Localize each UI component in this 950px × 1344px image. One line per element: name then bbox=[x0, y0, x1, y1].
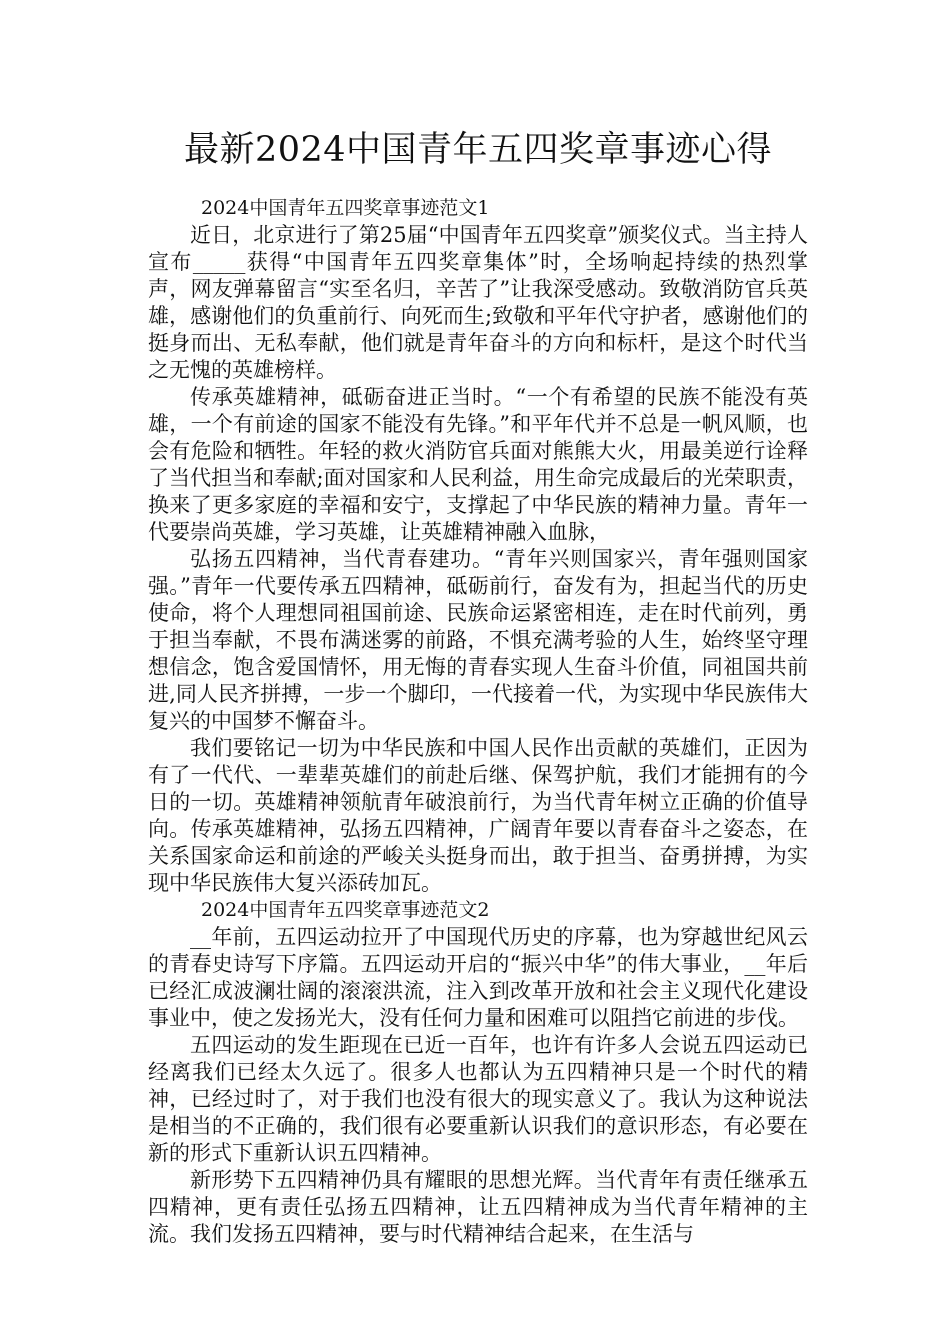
paragraph: 我们要铭记一切为中华民族和中国人民作出贡献的英雄们，正因为有了一代代、一辈辈英雄们的前赴后继、保驾护航，我们才能拥有的今日的一切。英雄精神领航青年破浪前行，为当代青年树立正确的价值导向。传承英雄精神，弘扬五四精神，广阔青年要以青春奋斗之姿态，在关系国家命运和前途的严峻关头挺身而出，敢于担当、奋勇拼搏，为实现中华民族伟大复兴添砖加瓦。 bbox=[148, 736, 808, 895]
paragraph: 传承英雄精神，砥砺奋进正当时。“一个有希望的民族不能没有英雄，一个有前途的国家不能没有先锋。”和平年代并不总是一帆风顺，也会有危险和牺牲。年轻的救火消防官兵面对熊熊大火，用最美逆行诠释了当代担当和奉献;面对国家和人民利益，用生命完成最后的光荣职责，换来了更多家庭的幸福和安宁，支撑起了中华民族的精神力量。青年一代要崇尚英雄，学习英雄，让英雄精神融入血脉， bbox=[148, 385, 808, 544]
section-heading-2: 2024中国青年五四奖章事迹范文2 bbox=[201, 899, 490, 921]
document-title: 最新2024中国青年五四奖章事迹心得 bbox=[183, 130, 773, 170]
paragraph: 近日，北京进行了第25届“中国青年五四奖章”颁奖仪式。当主持人宣布_____获得“中国青年五四奖章集体”时，全场响起持续的热烈掌声，网友弹幕留言“实至名归，辛苦了”让我深受感动。致敬消防官兵英雄，感谢他们的负重前行、向死而生;致敬和平年代守护者，感谢他们的挺身而出、无私奉献，他们就是青年奋斗的方向和标杆，是这个时代当之无愧的英雄榜样。 bbox=[148, 223, 808, 382]
paragraph: 弘扬五四精神，当代青春建功。“青年兴则国家兴，青年强则国家强。”青年一代要传承五四精神，砥砺前行，奋发有为，担起当代的历史使命，将个人理想同祖国前途、民族命运紧密相连，走在时代前列，勇于担当奉献，不畏布满迷雾的前路，不惧充满考验的人生，始终坚守理想信念，饱含爱国情怀，用无悔的青春实现人生奋斗价值，同祖国共前进,同人民齐拼搏，一步一个脚印，一代接着一代，为实现中华民族伟大复兴的中国梦不懈奋斗。 bbox=[148, 547, 808, 733]
paragraph: 新形势下五四精神仍具有耀眼的思想光辉。当代青年有责任继承五四精神，更有责任弘扬五四精神，让五四精神成为当代青年精神的主流。我们发扬五四精神，要与时代精神结合起来，在生活与 bbox=[148, 1168, 808, 1246]
paragraph: 五四运动的发生距现在已近一百年，也许有许多人会说五四运动已经离我们已经太久远了。很多人也都认为五四精神只是一个时代的精神，已经过时了，对于我们也没有很大的现实意义了。我认为这种说法是相当的不正确的，我们很有必要重新认识我们的意识形态，有必要在新的形式下重新认识五四精神。 bbox=[148, 1033, 808, 1165]
section-heading-1: 2024中国青年五四奖章事迹范文1 bbox=[201, 197, 490, 219]
document-page bbox=[148, 0, 808, 1248]
paragraph: __年前，五四运动拉开了中国现代历史的序幕，也为穿越世纪风云的青春史诗写下序篇。五四运动开启的“振兴中华”的伟大事业，__年后已经汇成波澜壮阔的滚滚洪流，注入到改革开放和社会主义现代化建设事业中，使之发扬光大，没有任何力量和困难可以阻挡它前进的步伐。 bbox=[148, 925, 808, 1030]
document-body bbox=[148, 195, 808, 1248]
